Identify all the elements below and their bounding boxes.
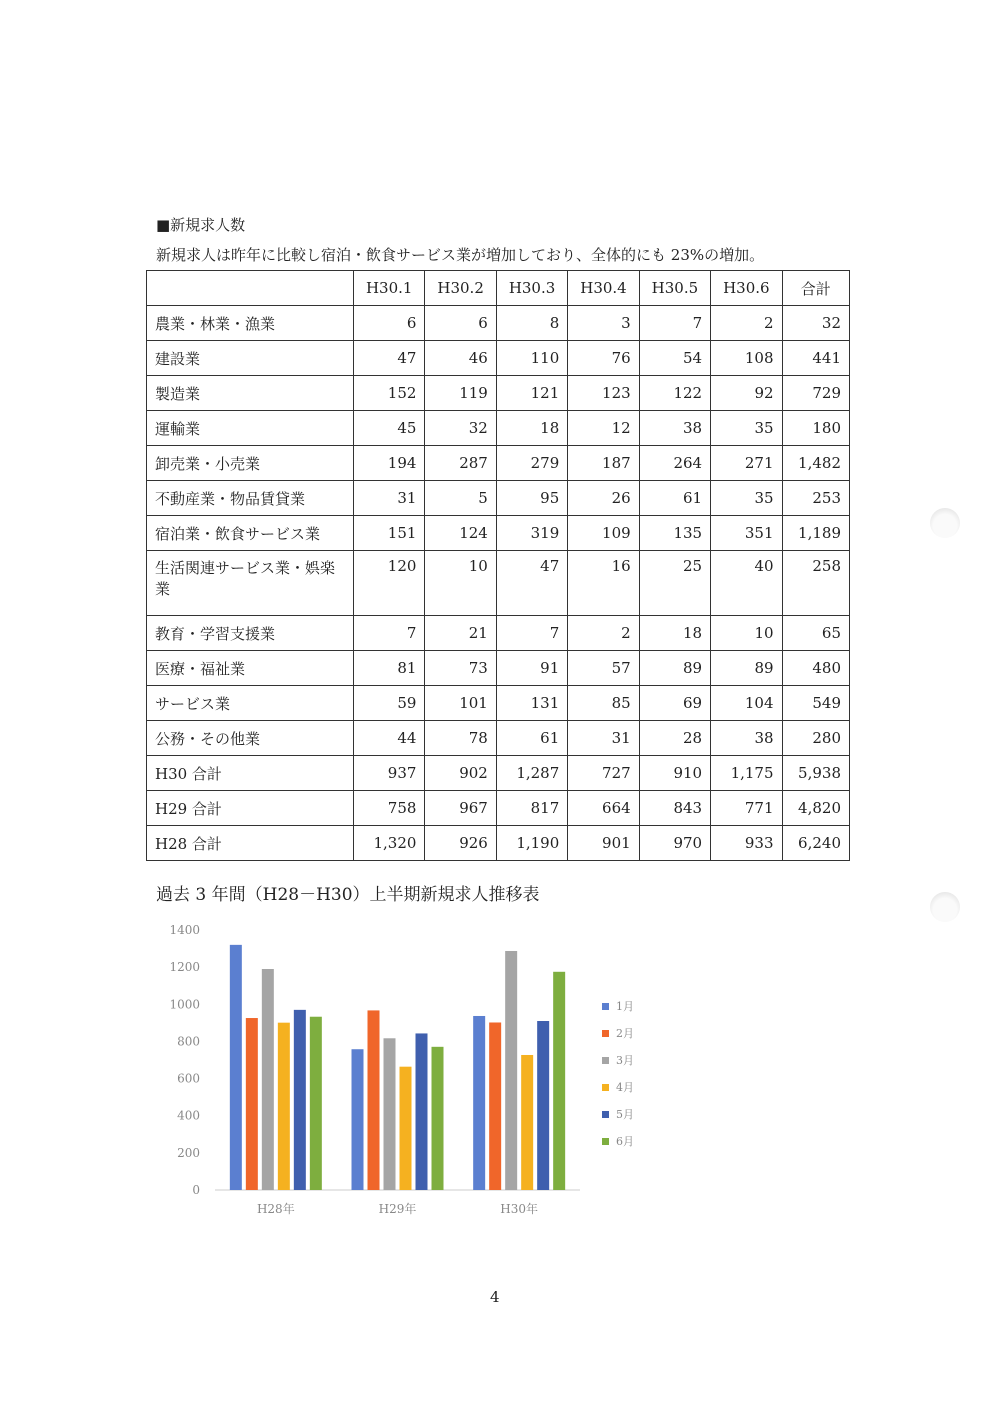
table-cell: 45	[354, 411, 425, 446]
table-cell: 926	[425, 826, 496, 861]
table-cell: 8	[496, 306, 567, 341]
table-cell: 152	[354, 376, 425, 411]
table-row	[147, 721, 850, 756]
table-cell: 120	[354, 551, 425, 616]
table-cell: 35	[711, 411, 782, 446]
table-cell: 280	[782, 721, 849, 756]
table-cell: 2	[711, 306, 782, 341]
table-cell: 279	[496, 446, 567, 481]
row-label: 宿泊業・飲食サービス業	[147, 516, 354, 551]
table-cell: 121	[496, 376, 567, 411]
table-cell: 10	[711, 616, 782, 651]
table-cell: 81	[354, 651, 425, 686]
table-cell: 901	[568, 826, 639, 861]
table-cell: 10	[425, 551, 496, 616]
table-cell: 258	[782, 551, 849, 616]
legend-swatch	[602, 1111, 609, 1118]
table-cell: 16	[568, 551, 639, 616]
row-label: 建設業	[147, 341, 354, 376]
bar	[400, 1067, 412, 1190]
chart-title: 過去 3 年間（H28－H30）上半期新規求人推移表	[156, 885, 540, 905]
table-cell: 151	[354, 516, 425, 551]
bar-chart	[150, 905, 660, 1250]
y-tick-label: 200	[177, 1145, 200, 1160]
bar	[432, 1047, 444, 1190]
table-row	[147, 826, 850, 861]
table-row	[147, 756, 850, 791]
table-cell: 25	[639, 551, 710, 616]
legend-label: 1月	[616, 1000, 634, 1013]
table-cell: 5	[425, 481, 496, 516]
table-row	[147, 686, 850, 721]
bar	[489, 1022, 501, 1190]
table-cell: 38	[639, 411, 710, 446]
table-cell: 21	[425, 616, 496, 651]
punch-hole-decoration	[930, 508, 960, 538]
y-tick-label: 1200	[169, 960, 200, 975]
row-label: 公務・その他業	[147, 721, 354, 756]
table-header-cell: H30.2	[425, 271, 496, 306]
table-cell: 6	[354, 306, 425, 341]
table-cell: 12	[568, 411, 639, 446]
bar	[384, 1038, 396, 1190]
legend-swatch	[602, 1030, 609, 1037]
table-cell: 91	[496, 651, 567, 686]
bar	[246, 1018, 258, 1190]
bar	[537, 1021, 549, 1190]
table-row	[147, 481, 850, 516]
table-row	[147, 376, 850, 411]
legend-swatch	[602, 1057, 609, 1064]
table-cell: 910	[639, 756, 710, 791]
table-cell: 351	[711, 516, 782, 551]
table-cell: 26	[568, 481, 639, 516]
table-cell: 970	[639, 826, 710, 861]
table-body	[147, 306, 850, 861]
table-cell: 180	[782, 411, 849, 446]
legend-label: 2月	[616, 1027, 634, 1040]
table-cell: 32	[782, 306, 849, 341]
row-label: 教育・学習支援業	[147, 616, 354, 651]
y-tick-label: 800	[177, 1034, 200, 1049]
table-cell: 61	[496, 721, 567, 756]
table-cell: 1,175	[711, 756, 782, 791]
table-cell: 3	[568, 306, 639, 341]
table-cell: 65	[782, 616, 849, 651]
table-cell: 2	[568, 616, 639, 651]
legend-label: 3月	[616, 1054, 634, 1067]
row-label: H29 合計	[147, 791, 354, 826]
table-row	[147, 516, 850, 551]
table-cell: 4,820	[782, 791, 849, 826]
table-cell: 135	[639, 516, 710, 551]
table-cell: 967	[425, 791, 496, 826]
bar	[278, 1023, 290, 1190]
section-heading: ■新規求人数	[156, 216, 246, 234]
table-row	[147, 651, 850, 686]
row-label: 生活関連サービス業・娯楽業	[147, 551, 354, 616]
table-cell: 92	[711, 376, 782, 411]
table-cell: 109	[568, 516, 639, 551]
table-cell: 32	[425, 411, 496, 446]
table-cell: 110	[496, 341, 567, 376]
table-cell: 89	[639, 651, 710, 686]
table-cell: 758	[354, 791, 425, 826]
table-cell: 28	[639, 721, 710, 756]
job-openings-table	[146, 270, 850, 861]
table-cell: 727	[568, 756, 639, 791]
table-header-cell: 合計	[782, 271, 849, 306]
table-cell: 89	[711, 651, 782, 686]
row-label: H30 合計	[147, 756, 354, 791]
x-tick-label: H30年	[500, 1202, 539, 1216]
row-label: 農業・林業・漁業	[147, 306, 354, 341]
section-description: 新規求人は昨年に比較し宿泊・飲食サービス業が増加しており、全体的にも 23%の増加。	[156, 246, 765, 264]
table-cell: 47	[496, 551, 567, 616]
table-cell: 31	[568, 721, 639, 756]
table-cell: 95	[496, 481, 567, 516]
table-cell: 1,482	[782, 446, 849, 481]
table-cell: 1,287	[496, 756, 567, 791]
table-cell: 18	[639, 616, 710, 651]
row-label: 不動産業・物品賃貸業	[147, 481, 354, 516]
row-label: 医療・福祉業	[147, 651, 354, 686]
table-cell: 101	[425, 686, 496, 721]
table-cell: 40	[711, 551, 782, 616]
table-cell: 264	[639, 446, 710, 481]
table-header-cell: H30.6	[711, 271, 782, 306]
legend-swatch	[602, 1084, 609, 1091]
punch-hole-decoration	[930, 892, 960, 922]
table-cell: 1,190	[496, 826, 567, 861]
table-row	[147, 306, 850, 341]
table-cell: 271	[711, 446, 782, 481]
table-cell: 54	[639, 341, 710, 376]
table-cell: 47	[354, 341, 425, 376]
table-cell: 85	[568, 686, 639, 721]
table-cell: 131	[496, 686, 567, 721]
table-cell: 31	[354, 481, 425, 516]
table-cell: 902	[425, 756, 496, 791]
table-cell: 124	[425, 516, 496, 551]
table-header-cell: H30.1	[354, 271, 425, 306]
table-cell: 78	[425, 721, 496, 756]
table-cell: 123	[568, 376, 639, 411]
row-label: 運輸業	[147, 411, 354, 446]
table-cell: 1,189	[782, 516, 849, 551]
table-cell: 119	[425, 376, 496, 411]
table-cell: 287	[425, 446, 496, 481]
table-cell: 69	[639, 686, 710, 721]
table-cell: 44	[354, 721, 425, 756]
bar	[521, 1055, 533, 1190]
y-tick-label: 0	[192, 1183, 200, 1197]
table-header-cell	[147, 271, 354, 306]
table-cell: 729	[782, 376, 849, 411]
table-cell: 817	[496, 791, 567, 826]
row-label: 製造業	[147, 376, 354, 411]
table-cell: 61	[639, 481, 710, 516]
table-cell: 38	[711, 721, 782, 756]
table-cell: 771	[711, 791, 782, 826]
bar	[505, 951, 517, 1190]
table-cell: 59	[354, 686, 425, 721]
table-cell: 7	[354, 616, 425, 651]
table-header-cell: H30.5	[639, 271, 710, 306]
table-cell: 1,320	[354, 826, 425, 861]
row-label: 卸売業・小売業	[147, 446, 354, 481]
table-cell: 937	[354, 756, 425, 791]
bar	[416, 1033, 428, 1190]
legend-label: 5月	[616, 1108, 634, 1121]
bar	[553, 972, 565, 1190]
table-cell: 46	[425, 341, 496, 376]
bar	[294, 1010, 306, 1190]
legend-swatch	[602, 1138, 609, 1145]
table-cell: 480	[782, 651, 849, 686]
x-tick-label: H28年	[256, 1202, 295, 1216]
table-cell: 843	[639, 791, 710, 826]
y-tick-label: 400	[177, 1108, 200, 1123]
table-cell: 549	[782, 686, 849, 721]
table-row	[147, 791, 850, 826]
table-cell: 664	[568, 791, 639, 826]
bar	[310, 1017, 322, 1190]
table-cell: 18	[496, 411, 567, 446]
table-row	[147, 446, 850, 481]
row-label: サービス業	[147, 686, 354, 721]
table-cell: 187	[568, 446, 639, 481]
y-tick-label: 600	[177, 1071, 200, 1086]
bar	[368, 1010, 380, 1190]
legend-label: 6月	[616, 1135, 634, 1148]
table-cell: 194	[354, 446, 425, 481]
table-row	[147, 616, 850, 651]
table-row	[147, 341, 850, 376]
table-header-cell: H30.3	[496, 271, 567, 306]
page-number: 4	[490, 1288, 500, 1306]
table-cell: 6,240	[782, 826, 849, 861]
table-cell: 73	[425, 651, 496, 686]
table-row	[147, 411, 850, 446]
row-label: H28 合計	[147, 826, 354, 861]
table-header-cell: H30.4	[568, 271, 639, 306]
table-cell: 35	[711, 481, 782, 516]
x-tick-label: H29年	[378, 1202, 417, 1216]
table-cell: 76	[568, 341, 639, 376]
table-cell: 7	[639, 306, 710, 341]
table-cell: 122	[639, 376, 710, 411]
table-cell: 104	[711, 686, 782, 721]
table-cell: 319	[496, 516, 567, 551]
legend-label: 4月	[616, 1081, 634, 1094]
table-cell: 933	[711, 826, 782, 861]
bar	[230, 945, 242, 1190]
y-tick-label: 1400	[169, 923, 200, 937]
table-row	[147, 551, 850, 616]
table-cell: 6	[425, 306, 496, 341]
bar	[262, 969, 274, 1190]
table-cell: 108	[711, 341, 782, 376]
legend-swatch	[602, 1003, 609, 1010]
table-cell: 253	[782, 481, 849, 516]
table-cell: 441	[782, 341, 849, 376]
table-cell: 7	[496, 616, 567, 651]
y-tick-label: 1000	[169, 997, 200, 1012]
table-header-row	[147, 271, 850, 306]
bar	[352, 1049, 364, 1190]
table-cell: 5,938	[782, 756, 849, 791]
table-cell: 57	[568, 651, 639, 686]
bar	[473, 1016, 485, 1190]
